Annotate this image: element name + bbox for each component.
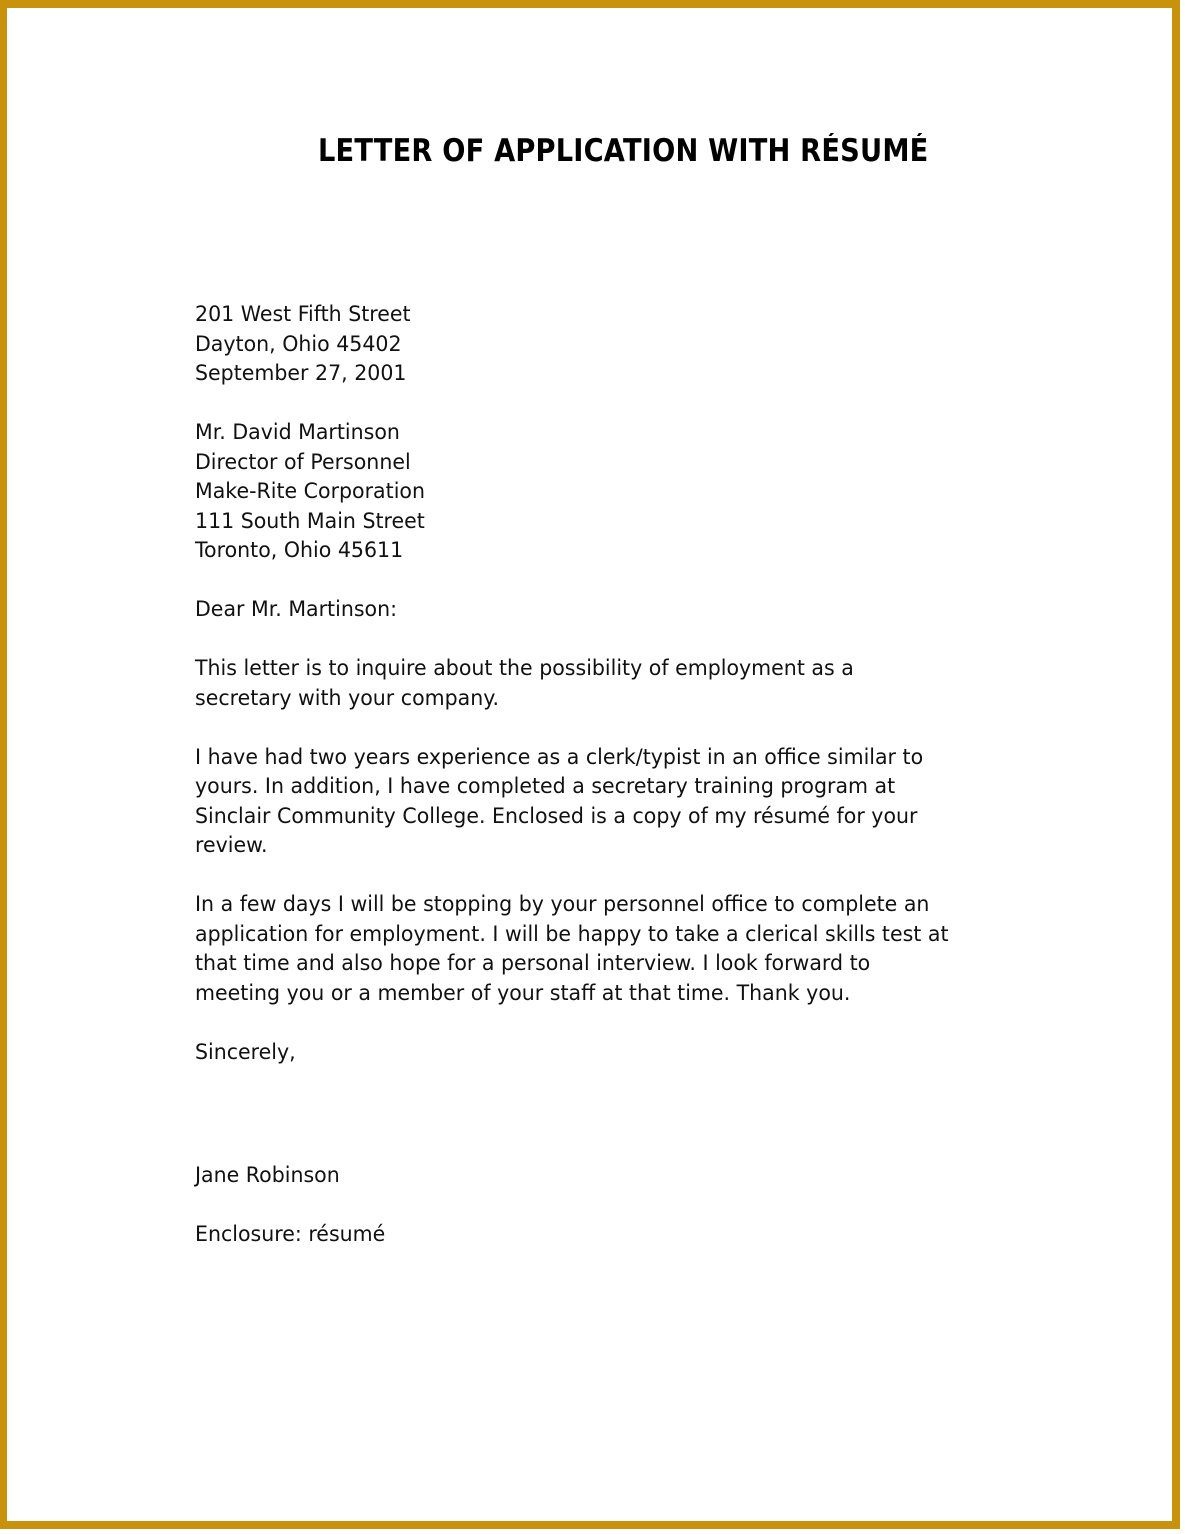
salutation: Dear Mr. Martinson: bbox=[195, 597, 398, 622]
document-title: LETTER OF APPLICATION WITH RÉSUMÉ bbox=[318, 133, 929, 169]
letter-paragraph: In a few days I will be stopping by your personnel office to complete an application for employment. I will be happy to take a clerical skills test at that time and also hope for a personal interview. I look forward to meeting you or a member of your staff at that time. Thank you. bbox=[195, 892, 949, 1006]
return-address-city-state-zip: Dayton, Ohio 45402 bbox=[195, 331, 402, 357]
signature-name: Jane Robinson bbox=[195, 1163, 340, 1188]
recipient-company: Make-Rite Corporation bbox=[195, 479, 425, 504]
return-address-block bbox=[195, 300, 949, 389]
page-border-bottom bbox=[0, 1521, 1180, 1529]
letter-body bbox=[195, 300, 949, 1250]
letter-paragraph: I have had two years experience as a clerk/typist in an office similar to yours. In addition, I have completed a secretary training program at Sinclair Community College. Enclosed is a copy of my résumé for your review. bbox=[195, 744, 924, 858]
recipient-street: 111 South Main Street bbox=[195, 508, 425, 534]
page-border-left bbox=[0, 0, 7, 1529]
letter-paragraph: This letter is to inquire about the possibility of employment as a secretary with your company. bbox=[195, 656, 854, 711]
letter-paragraphs bbox=[195, 654, 949, 1008]
page-border-right bbox=[1172, 0, 1180, 1529]
page-border-top bbox=[0, 0, 1180, 8]
closing-salutation: Sincerely, bbox=[195, 1039, 296, 1065]
letter-date: September 27, 2001 bbox=[195, 361, 407, 386]
recipient-job-title: Director of Personnel bbox=[195, 449, 411, 475]
recipient-city-state-zip: Toronto, Ohio 45611 bbox=[195, 538, 404, 563]
return-address-street: 201 West Fifth Street bbox=[195, 302, 411, 327]
recipient-name: Mr. David Martinson bbox=[195, 420, 400, 445]
inside-address-block bbox=[195, 418, 949, 566]
enclosure-notation: Enclosure: résumé bbox=[195, 1222, 386, 1247]
